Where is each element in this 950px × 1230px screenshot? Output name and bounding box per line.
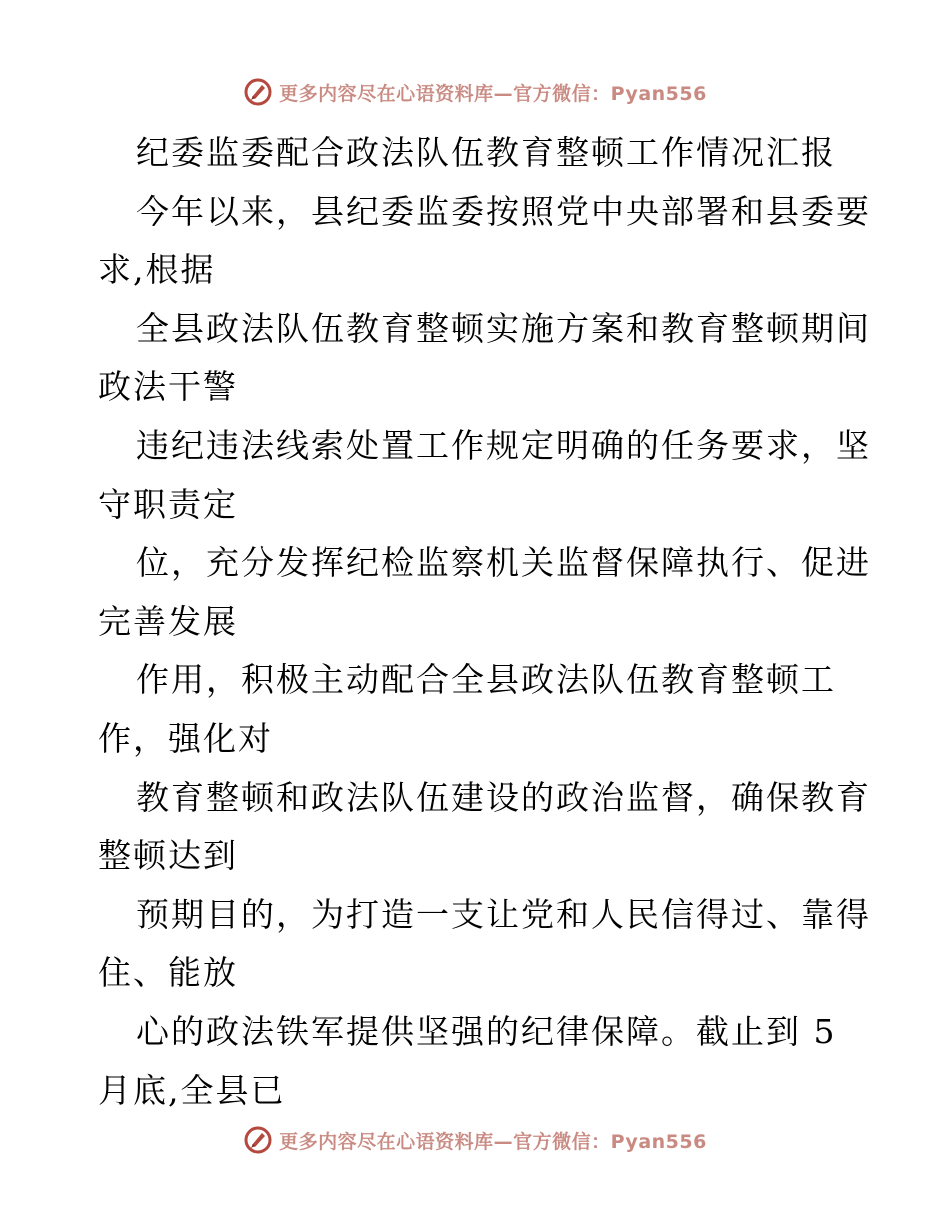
body-text-line: 违纪违法线索处置工作规定明确的任务要求，坚 <box>136 425 871 465</box>
body-text-line: 位，充分发挥纪检监察机关监督保障执行、促进 <box>136 543 871 583</box>
body-text-line: 全县政法队伍教育整顿实施方案和教育整顿期间 <box>136 308 871 348</box>
body-text-line: 心的政法铁军提供坚强的纪律保障。截止到 5 <box>136 1011 837 1051</box>
body-text-line: 求,根据 <box>98 250 216 290</box>
pen-logo-icon <box>243 1125 273 1155</box>
body-text-line: 月底,全县已 <box>98 1070 286 1110</box>
body-text-line: 守职责定 <box>98 484 238 524</box>
body-text-line: 作，强化对 <box>98 718 273 758</box>
document-title: 纪委监委配合政法队伍教育整顿工作情况汇报 <box>136 133 836 172</box>
body-text-line: 作用，积极主动配合全县政法队伍教育整顿工 <box>136 660 836 700</box>
body-text-line: 住、能放 <box>98 953 238 993</box>
watermark-footer <box>0 1120 950 1160</box>
watermark-header <box>0 72 950 112</box>
watermark-text: 更多内容尽在心语资料库—官方微信：Pyan556 <box>279 1130 707 1153</box>
body-text-line: 整顿达到 <box>98 836 238 876</box>
body-text-line: 完善发展 <box>98 601 238 641</box>
pen-logo-icon <box>243 77 273 107</box>
body-text-line: 预期目的，为打造一支让党和人民信得过、靠得 <box>136 894 871 934</box>
body-text-line: 今年以来，县纪委监委按照党中央部署和县委要 <box>136 191 871 231</box>
body-text-line: 政法干警 <box>98 367 238 407</box>
document-body <box>98 124 871 1120</box>
body-text-line: 教育整顿和政法队伍建设的政治监督，确保教育 <box>136 777 871 817</box>
watermark-text: 更多内容尽在心语资料库—官方微信：Pyan556 <box>279 82 707 105</box>
